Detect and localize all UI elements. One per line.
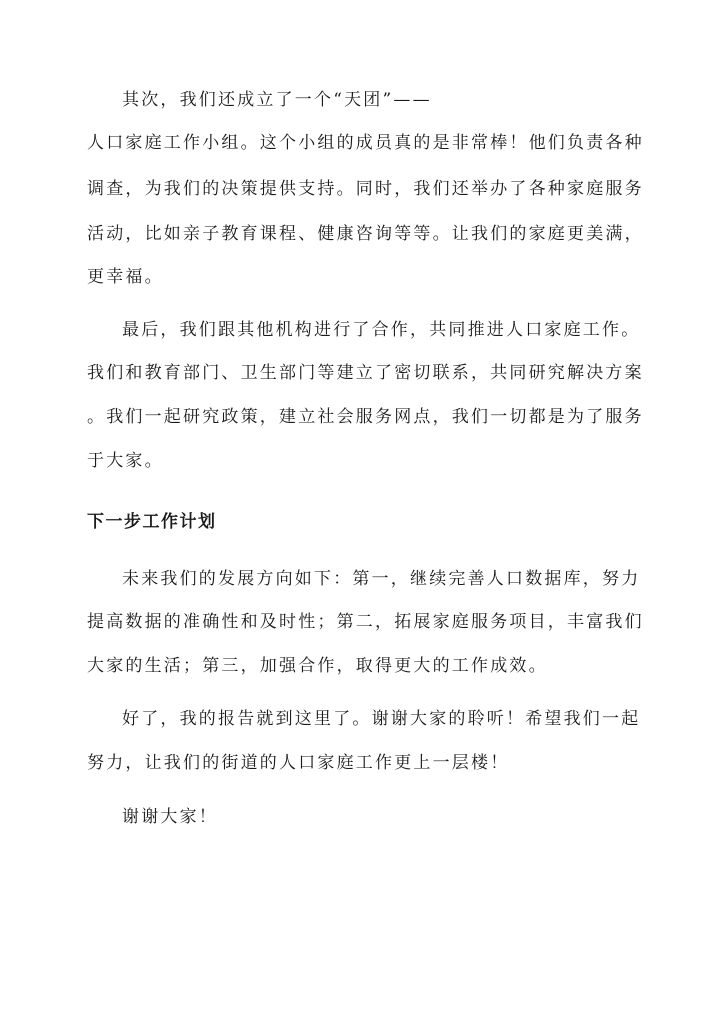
paragraph-4-line-2: 努力，让我们的街道的人口家庭工作更上一层楼！ [87, 753, 510, 773]
paragraph-2-line-3: 。我们一起研究政策，建立社会服务网点，我们一切都是为了服务 [87, 407, 644, 427]
paragraph-1-line-3: 调查，为我们的决策提供支持。同时，我们还举办了各种家庭服务 [87, 179, 644, 199]
paragraph-3-line-1: 未来我们的发展方向如下：第一，继续完善人口数据库，努力 [122, 569, 641, 589]
paragraph-5-line-1: 谢谢大家！ [122, 807, 218, 827]
paragraph-2-line-2: 我们和教育部门、卫生部门等建立了密切联系，共同研究解决方案 [87, 363, 644, 383]
section-heading: 下一步工作计划 [87, 512, 217, 532]
paragraph-2-line-4: 于大家。 [87, 451, 164, 471]
paragraph-1-line-4: 活动，比如亲子教育课程、健康咨询等等。让我们的家庭更美满， [87, 224, 644, 244]
paragraph-1-line-5: 更幸福。 [87, 267, 164, 287]
paragraph-1-line-1: 其次，我们还成立了一个“天团”—— [122, 90, 432, 110]
paragraph-4-line-1: 好了，我的报告就到这里了。谢谢大家的聆听！希望我们一起 [122, 709, 641, 729]
paragraph-2-line-1: 最后，我们跟其他机构进行了合作，共同推进人口家庭工作。 [122, 320, 641, 340]
paragraph-3-line-3: 大家的生活；第三，加强合作，取得更大的工作成效。 [87, 656, 548, 676]
paragraph-3-line-2: 提高数据的准确性和及时性；第二，拓展家庭服务项目，丰富我们 [87, 612, 644, 632]
paragraph-1-line-2: 人口家庭工作小组。这个小组的成员真的是非常棒！他们负责各种 [87, 133, 644, 153]
